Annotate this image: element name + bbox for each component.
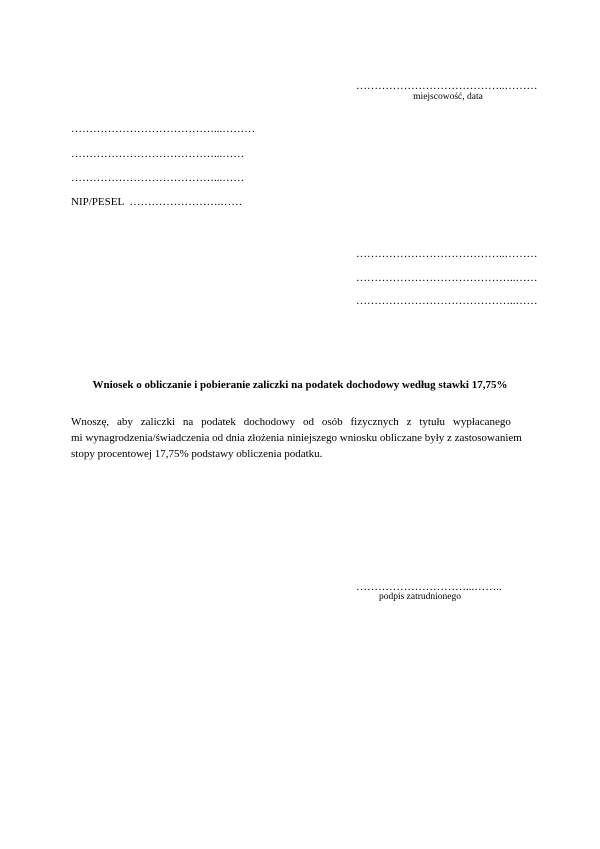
recipient-dots-3: ……………………………………..…… (356, 295, 538, 307)
paragraph-word: tytułu (419, 416, 446, 428)
paragraph-word: wypłacanego (452, 416, 511, 428)
paragraph-line-2: mi wynagrodzenia/świadczenia od dnia złożenia niniejszego wniosku obliczane były z zastosowaniem (71, 432, 522, 444)
paragraph-word: od (302, 416, 314, 428)
recipient-dots-1: …………………………………..……… (356, 248, 538, 260)
paragraph-word: z (406, 416, 412, 428)
employee-address-dots-1: …………………………………...…… (71, 148, 245, 160)
paragraph-word: Wnoszę, (71, 416, 110, 428)
nip-pesel-row (71, 195, 242, 209)
paragraph-word: osób (321, 416, 343, 428)
paragraph-word: podatek (201, 416, 236, 428)
employee-address-dots-2: …………………………………...…… (71, 172, 245, 184)
recipient-dots-2: ……………………………………..…… (356, 272, 538, 284)
nip-pesel-label: NIP/PESEL (71, 196, 124, 208)
paragraph-line-1 (71, 414, 511, 430)
paragraph-line-3: stopy procentowej 17,75% podstawy obliczenia podatku. (71, 448, 323, 460)
paragraph-word: fizycznych (350, 416, 399, 428)
employee-name-dots: …………………………………...……… (71, 123, 256, 135)
paragraph-word: dochodowy (243, 416, 296, 428)
nip-pesel-dots: …………………….…… (129, 196, 243, 208)
document-title: Wniosek o obliczanie i pobieranie zaliczki na podatek dochodowy według stawki 17,75% (92, 379, 508, 391)
place-date-dots: …………………………………..……… (356, 80, 538, 92)
request-paragraph (71, 414, 541, 462)
place-date-caption: miejscowość, data (413, 92, 483, 102)
signature-dots: …………………………...…….. (356, 581, 502, 593)
paragraph-word: zaliczki (140, 416, 175, 428)
signature-caption: podpis zatrudnionego (378, 592, 462, 602)
paragraph-word: aby (117, 416, 133, 428)
paragraph-word: na (182, 416, 194, 428)
